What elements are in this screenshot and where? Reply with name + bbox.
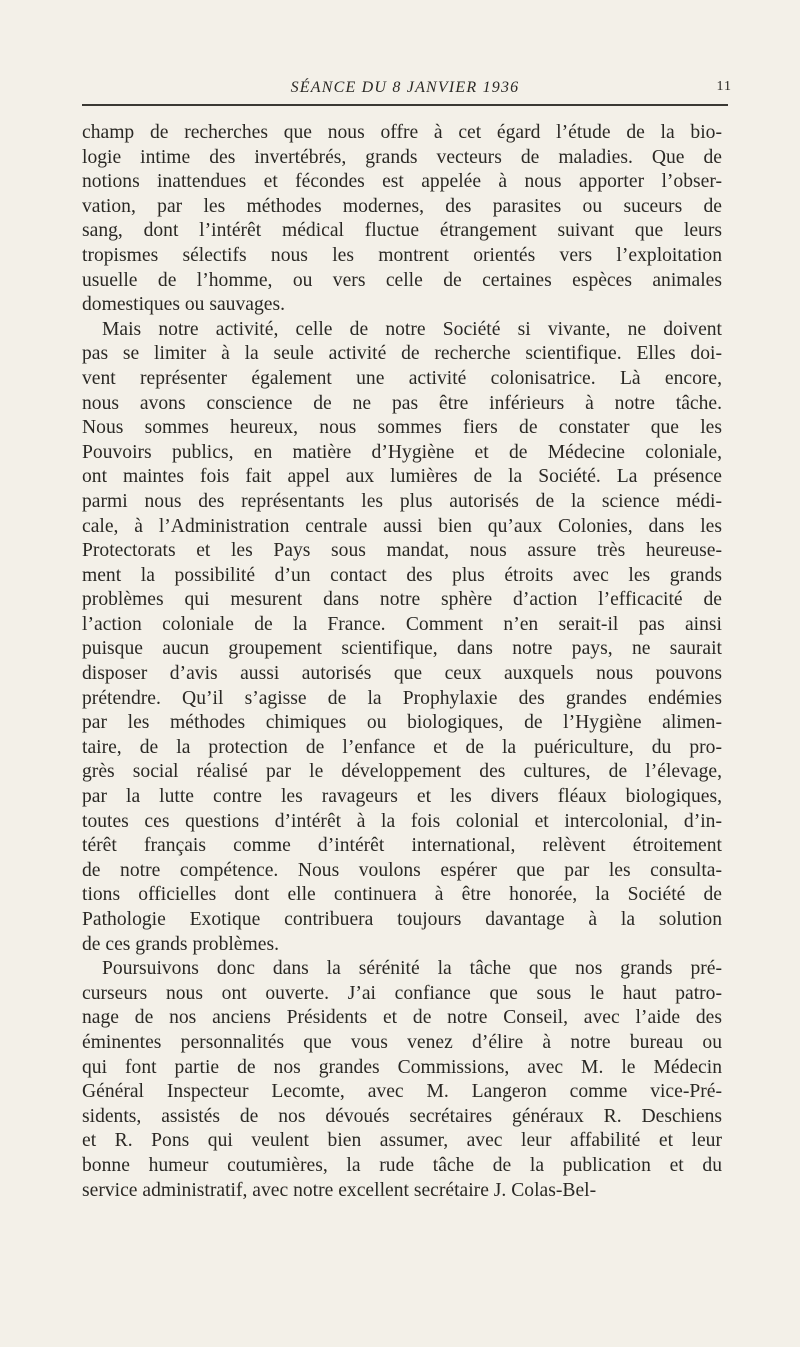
text-line: prétendre. Qu’il s’agisse de la Prophylaxie des grandes endémies <box>82 687 722 709</box>
text-line: notions inattendues et fécondes est appelée à nous apporter l’obser- <box>82 171 722 193</box>
text-line: bonne humeur coutumières, la rude tâche de la publication et du <box>82 1154 722 1176</box>
text-line: Mais notre activité, celle de notre Société si vivante, ne doivent <box>102 318 722 340</box>
text-line: Protectorats et les Pays sous mandat, nous assure très heureuse- <box>82 540 722 562</box>
text-line: disposer d’avis aussi autorisés que ceux auxquels nous pouvons <box>82 663 722 685</box>
text-line: Nous sommes heureux, nous sommes fiers de constater que les <box>82 417 722 439</box>
text-line: nous avons conscience de ne pas être inférieurs à notre tâche. <box>82 392 722 414</box>
paragraph <box>82 957 722 1203</box>
text-line: Pouvoirs publics, en matière d’Hygiène et de Médecine coloniale, <box>82 441 722 463</box>
text-line: Général Inspecteur Lecomte, avec M. Langeron comme vice-Pré- <box>82 1081 722 1103</box>
text-line: par les méthodes chimiques ou biologiques, de l’Hygiène alimen- <box>82 712 722 734</box>
text-line: Poursuivons donc dans la sérénité la tâche que nos grands pré- <box>102 958 722 980</box>
text-line: de notre compétence. Nous voulons espérer que par les consulta- <box>82 859 722 881</box>
text-line: tropismes sélectifs nous les montrent orientés vers l’exploitation <box>82 244 722 266</box>
paragraph <box>82 318 722 957</box>
text-line: tions officielles dont elle continuera à être honorée, la Société de <box>82 884 722 906</box>
text-line: grès social réalisé par le développement des cultures, de l’élevage, <box>82 761 722 783</box>
paragraph <box>82 121 722 318</box>
page-header <box>82 78 732 106</box>
text-line: champ de recherches que nous offre à cet égard l’étude de la bio- <box>82 122 722 143</box>
text-line: taire, de la protection de l’enfance et de la puériculture, du pro- <box>82 736 722 758</box>
text-line: par la lutte contre les ravageurs et les divers fléaux biologiques, <box>82 786 722 808</box>
text-line: domestiques ou sauvages. <box>82 294 285 316</box>
text-line: éminentes personnalités que vous venez d’élire à notre bureau ou <box>82 1031 722 1053</box>
text-line: nage de nos anciens Présidents et de notre Conseil, avec l’aide des <box>82 1007 722 1029</box>
text-line: service administratif, avec notre excellent secrétaire J. Colas-Bel- <box>82 1179 597 1201</box>
text-line: curseurs nous ont ouverte. J’ai confiance que sous le haut patro- <box>82 982 722 1004</box>
text-line: et R. Pons qui veulent bien assumer, avec leur affabilité et leur <box>82 1130 722 1152</box>
body-text <box>82 121 722 1203</box>
text-line: pas se limiter à la seule activité de recherche scientifique. Elles doi- <box>82 343 722 365</box>
running-title: SÉANCE DU 8 JANVIER 1936 <box>290 79 520 96</box>
text-line: vent représenter également une activité colonisatrice. Là encore, <box>82 367 722 389</box>
text-line: usuelle de l’homme, ou vers celle de certaines espèces animales <box>82 269 722 291</box>
text-line: vation, par les méthodes modernes, des parasites ou suceurs de <box>82 195 722 217</box>
text-line: parmi nous des représentants les plus autorisés de la science médi- <box>82 490 722 512</box>
text-line: Pathologie Exotique contribuera toujours davantage à la solution <box>82 909 722 930</box>
page-number: 11 <box>716 79 732 94</box>
text-line: sidents, assistés de nos dévoués secrétaires généraux R. Deschiens <box>82 1105 722 1127</box>
text-line: toutes ces questions d’intérêt à la fois colonial et intercolonial, d’in- <box>82 810 722 832</box>
text-line: puisque aucun groupement scientifique, dans notre pays, ne saurait <box>82 638 722 660</box>
text-line: cale, à l’Administration centrale aussi bien qu’aux Colonies, dans les <box>82 515 722 537</box>
text-line: ont maintes fois fait appel aux lumières de la Société. La présence <box>82 466 722 488</box>
text-line: sang, dont l’intérêt médical fluctue étrangement suivant que leurs <box>82 220 722 242</box>
text-line: térêt français comme d’intérêt international, relèvent étroitement <box>82 835 722 857</box>
text-line: ment la possibilité d’un contact des plus étroits avec les grands <box>82 564 722 586</box>
text-line: l’action coloniale de la France. Comment n’en serait-il pas ainsi <box>82 613 722 635</box>
text-line: de ces grands problèmes. <box>82 933 279 955</box>
text-line: problèmes qui mesurent dans notre sphère d’action l’efficacité de <box>82 589 722 611</box>
text-line: logie intime des invertébrés, grands vecteurs de maladies. Que de <box>82 146 722 168</box>
text-line: qui font partie de nos grandes Commissions, avec M. le Médecin <box>82 1056 722 1078</box>
